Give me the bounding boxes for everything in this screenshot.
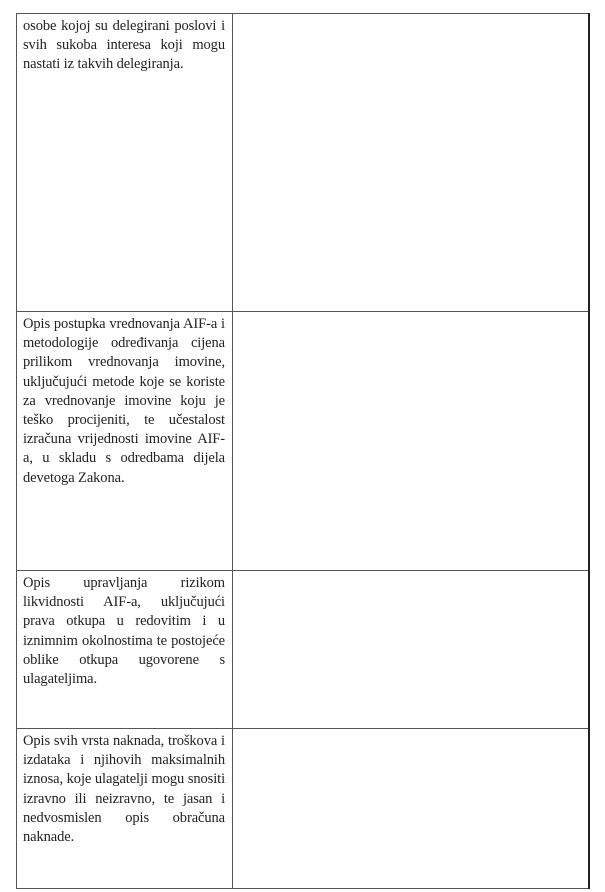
- answer-cell[interactable]: [233, 571, 590, 729]
- table-row: [17, 312, 590, 571]
- description-cell: [17, 571, 233, 729]
- cell-text: Opis svih vrsta naknada, troškova i izdataka i njihovih maksimalnih iznosa, koje ulagatelji mogu snositi izravno ili neizravno, te jasan i nedvosmislen opis obračuna naknade.: [23, 733, 225, 846]
- cell-text: Opis upravljanja rizikom likvidnosti AIF-a, uključujući prava otkupa u redovitim i u iznimnim okolnostima te postojeće oblike otkupa ugovorene s ulagateljima.: [23, 575, 225, 688]
- table-row: [17, 571, 590, 729]
- table-row: [17, 14, 590, 312]
- answer-cell[interactable]: [233, 729, 590, 889]
- cell-text: Opis postupka vrednovanja AIF-a i metodologije određivanja cijena prilikom vrednovanja imovine, uključujući metode koje se koriste za vrednovanje imovine koju je teško procijeniti, te učestalost izračuna vrijednosti imovine AIF-a, u skladu s odredbama dijela devetoga Zakona.: [23, 316, 225, 486]
- description-cell: [17, 729, 233, 889]
- answer-cell[interactable]: [233, 14, 590, 312]
- table-row: [17, 729, 590, 889]
- description-cell: [17, 312, 233, 571]
- document-table: [16, 13, 590, 889]
- answer-cell[interactable]: [233, 312, 590, 571]
- cell-text: osobe kojoj su delegirani poslovi i svih sukoba interesa koji mogu nastati iz takvih delegiranja.: [23, 18, 225, 73]
- description-cell: [17, 14, 233, 312]
